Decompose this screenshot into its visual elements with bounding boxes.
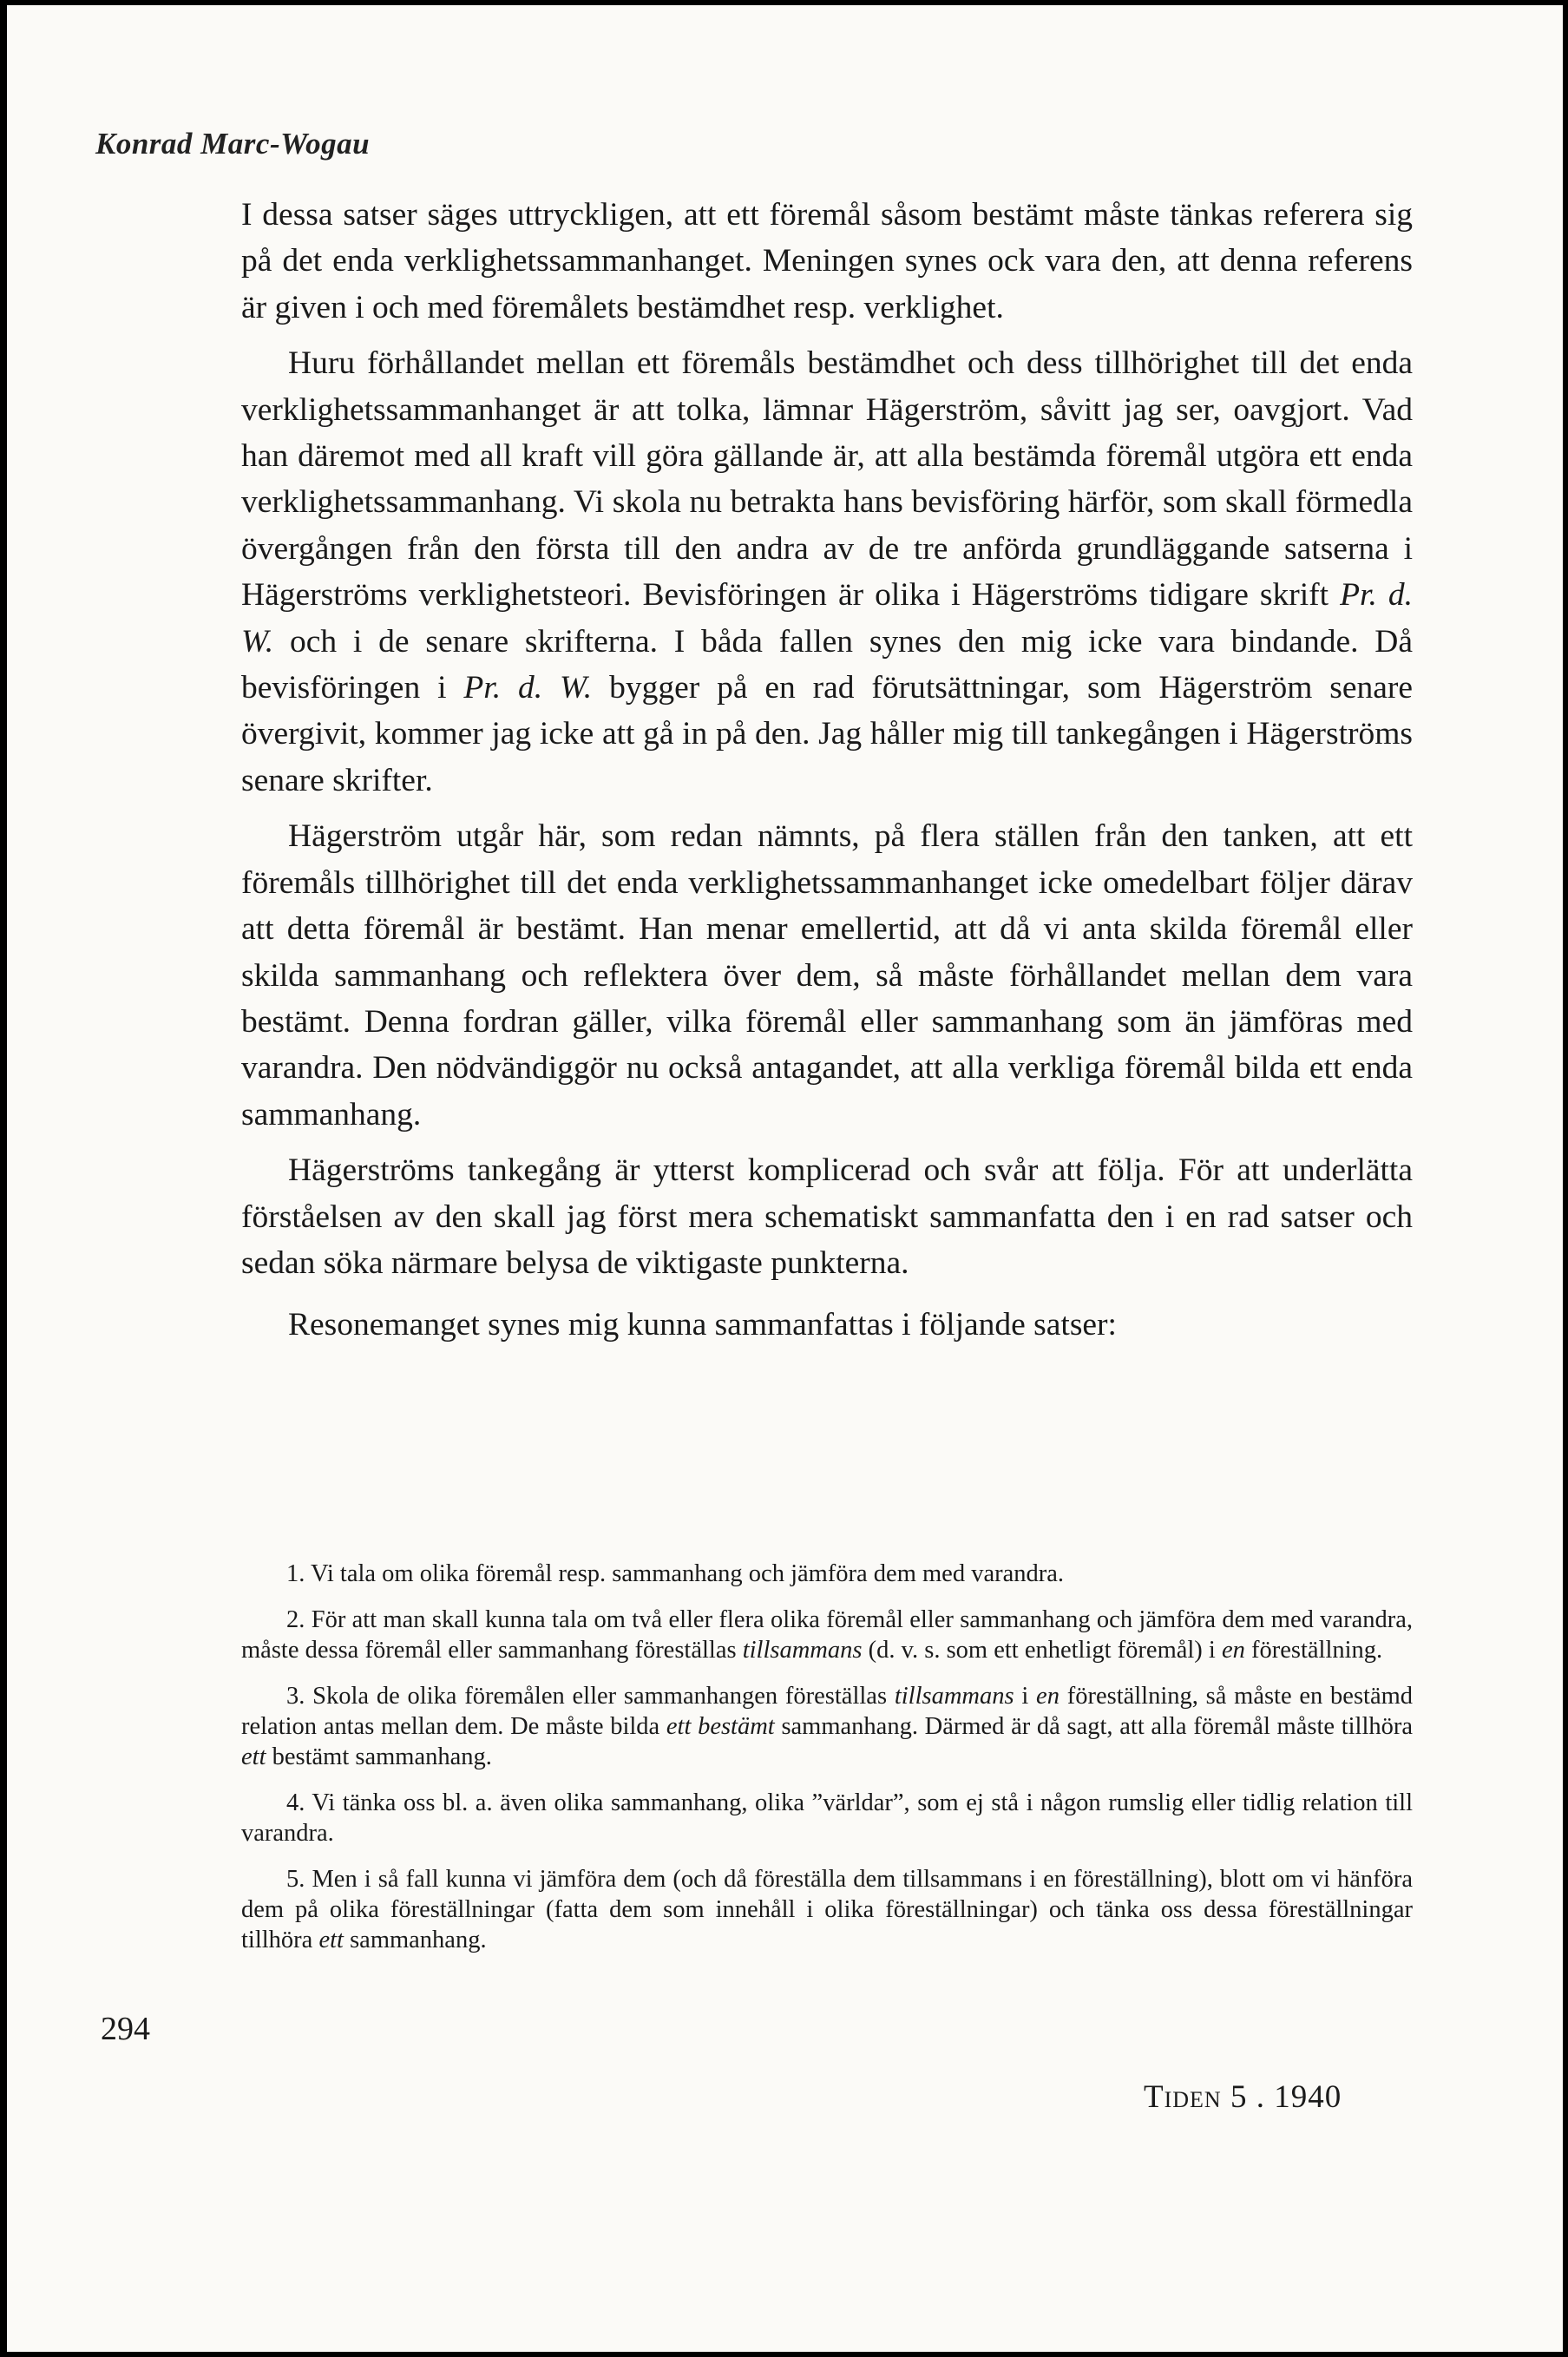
- work-title: Pr. d. W.: [241, 577, 1414, 660]
- numbered-theses: [241, 1559, 1413, 1971]
- journal-issue: 5 . 1940: [1230, 2079, 1342, 2115]
- thesis-5: 5. Men i så fall kunna vi jämföra dem (och då föreställa dem tillsammans i en föreställning), blott om vi hänföra dem på olika föreställningar (fatta dem som innehåll i olika föreställningar) och tänka oss dessa föreställningar tillhöra ett sammanhang.: [241, 1866, 1413, 1953]
- thesis-3: 3. Skola de olika föremålen eller sammanhangen föreställas tillsammans i en föreställning, så måste en bestämd relation antas mellan dem. De måste bilda ett bestämt sammanhang. Därmed är då sagt, att alla föremål måste tillhöra ett bestämt sammanhang.: [241, 1683, 1414, 1770]
- paragraph-4: Hägerströms tankegång är ytterst komplicerad och svår att följa. För att underlätta förståelsen av den skall jag först mera schematiskt sammanfatta den i en rad satser och sedan söka närmare belysa de viktigaste punkterna.: [241, 1152, 1413, 1281]
- paragraph-1: I dessa satser säges uttryckligen, att ett föremål såsom bestämt måste tänkas referera sig på det enda verklighetssammanhanget. Meningen synes ock vara den, att denna referens är given i och med föremålets bestämdhet resp. verklighet.: [241, 197, 1413, 325]
- page-sheet: [7, 5, 1563, 2352]
- running-header-author: Konrad Marc-Wogau: [95, 127, 371, 161]
- page-number: 294: [101, 2011, 150, 2047]
- thesis-2: 2. För att man skall kunna tala om två eller flera olika föremål eller sammanhang och jämföra dem med varandra, måste dessa föremål eller sammanhang föreställas tillsammans (d. v. s. som ett enhetligt föremål) i en föreställning.: [241, 1606, 1413, 1664]
- paragraph-2: Huru förhållandet mellan ett föremåls bestämdhet och dess tillhörighet till det enda verklighetssammanhanget är att tolka, lämnar Hägerström, såvitt jag ser, oavgjort. Vad han däremot med all kraft vill göra gällande är, att alla bestämda föremål utgöra ett enda verklighetssammanhang. Vi skola nu betrakta hans bevisföring härför, som skall förmedla övergången från den första till den andra av de tre anförda grundläggande satserna i Hägerströms verklighetsteori. Bevisföringen är olika i Hägerströms tidigare skrift Pr. d. W. och i de senare skrifterna. I båda fallen synes den mig icke vara bindande. Då bevisföringen i Pr. d. W. bygger på en rad förutsättningar, som Hägerström senare övergivit, kommer jag icke att gå in på den. Jag håller mig till tankegången i Hägerströms senare skrifter.: [241, 345, 1414, 798]
- paragraph-5: Resonemanget synes mig kunna sammanfattas i följande satser:: [288, 1307, 1117, 1343]
- journal-footer: [1144, 2078, 1342, 2116]
- journal-name: Tiden: [1144, 2079, 1222, 2115]
- paragraph-3: Hägerström utgår här, som redan nämnts, på flera ställen från den tanken, att ett föremåls tillhörighet till det enda verklighetssammanhanget icke omedelbart följer därav att detta föremål är bestämt. Han menar emellertid, att då vi anta skilda föremål eller skilda sammanhang och reflektera över dem, så måste förhållandet mellan dem vara bestämt. Denna fordran gäller, vilka föremål eller sammanhang som än jämföras med varandra. Den nödvändiggör nu också antagandet, att alla verkliga föremål bilda ett enda sammanhang.: [241, 818, 1413, 1133]
- work-title: Pr. d. W.: [463, 670, 593, 706]
- thesis-4: 4. Vi tänka oss bl. a. även olika sammanhang, olika ”världar”, som ej stå i någon rumslig eller tidlig relation till varandra.: [241, 1789, 1413, 1847]
- body-text: [241, 192, 1413, 1349]
- thesis-1: 1. Vi tala om olika föremål resp. sammanhang och jämföra dem med varandra.: [286, 1560, 1064, 1587]
